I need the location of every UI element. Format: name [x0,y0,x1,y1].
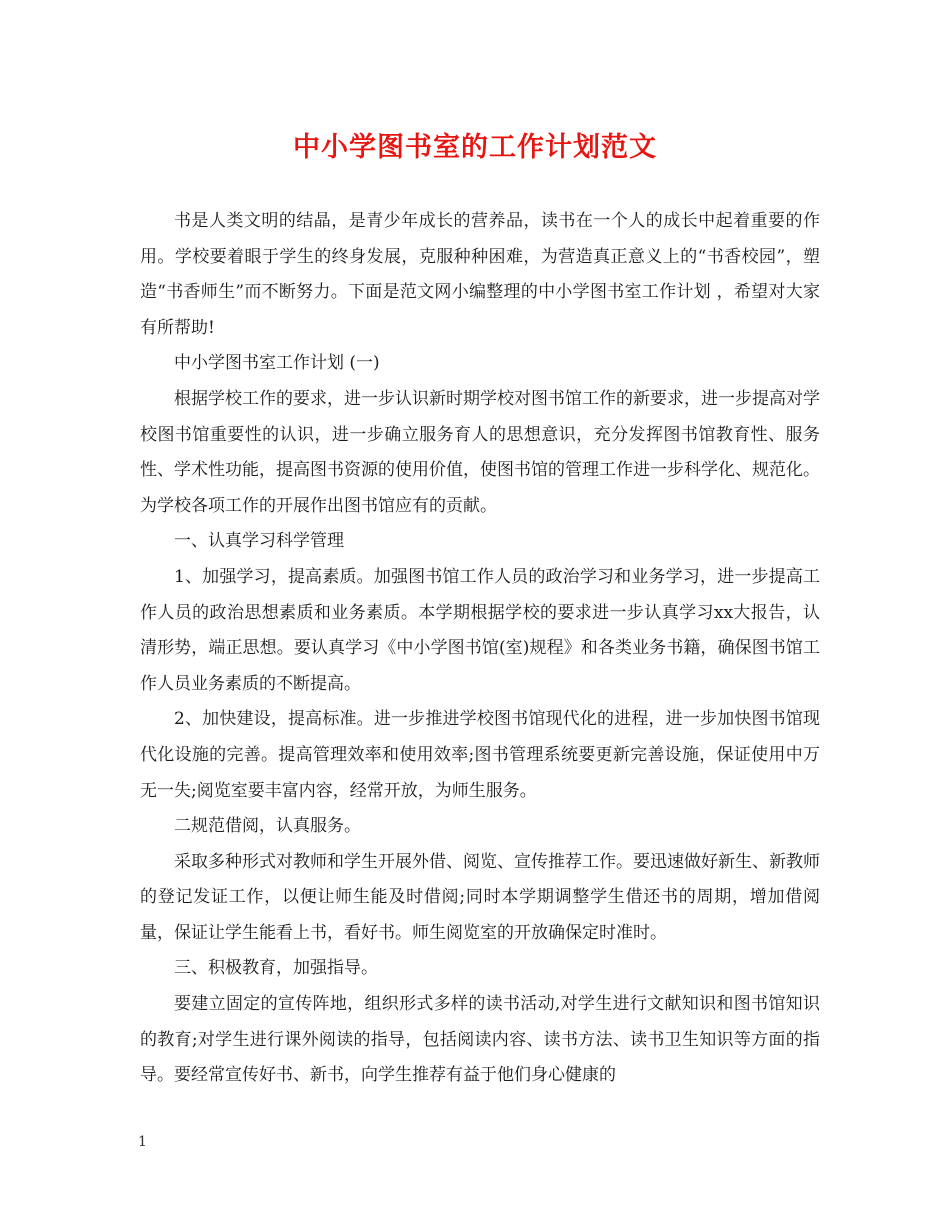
section-heading-education: 三、积极教育，加强指导。 [174,958,378,979]
body-paragraph: 1、加强学习，提高素质。加强图书馆工作人员的政治学习和业务学习，进一步提高工作人员的政治思想素质和业务素质。本学期根据学校的要求进一步认真学习xx大报告，认清形势，端正思想。要认真学习《中小学图书馆(室)规程》和各类业务书籍，确保图书馆工作人员业务素质的不断提高。 [140,566,820,694]
section-heading-plan-one: 中小学图书室工作计划 (一) [174,353,380,374]
body-paragraph: 采取多种形式对教师和学生开展外借、阅览、宣传推荐工作。要迅速做好新生、新教师的登记发证工作，以便让师生能及时借阅;同时本学期调整学生借还书的周期，增加借阅量，保证让学生能看上书，看好书。师生阅览室的开放确保定时准时。 [140,851,820,943]
body-paragraph: 2、加快建设，提高标准。进一步推进学校图书馆现代化的进程，进一步加快图书馆现代化设施的完善。提高管理效率和使用效率;图书管理系统要更新完善设施，保证使用中万无一失;阅览室要丰富内容，经常开放，为师生服务。 [140,709,820,801]
section-heading-borrowing: 二规范借阅，认真服务。 [174,816,361,837]
body-paragraph: 要建立固定的宣传阵地，组织形式多样的读书活动,对学生进行文献知识和图书馆知识的教育;对学生进行课外阅读的指导，包括阅读内容、读书方法、读书卫生知识等方面的指导。要经常宣传好书、新书，向学生推荐有益于他们身心健康的 [140,994,820,1086]
document-title: 中小学图书室的工作计划范文 [293,132,657,163]
body-paragraph: 根据学校工作的要求，进一步认识新时期学校对图书馆工作的新要求，进一步提高对学校图书馆重要性的认识，进一步确立服务育人的思想意识，充分发挥图书馆教育性、服务性、学术性功能，提高图书资源的使用价值，使图书馆的管理工作进一步科学化、规范化。为学校各项工作的开展作出图书馆应有的贡献。 [140,388,820,516]
document-body [140,204,820,1094]
page-number: 1 [138,1134,147,1150]
section-heading-study-management: 一、认真学习科学管理 [174,531,344,552]
intro-paragraph: 书是人类文明的结晶，是青少年成长的营养品，读书在一个人的成长中起着重要的作用。学校要着眼于学生的终身发展，克服种种困难，为营造真正意义上的“书香校园”，塑造“书香师生”而不断努力。下面是范文网小编整理的中小学图书室工作计划 ，希望对大家有所帮助! [140,211,820,338]
